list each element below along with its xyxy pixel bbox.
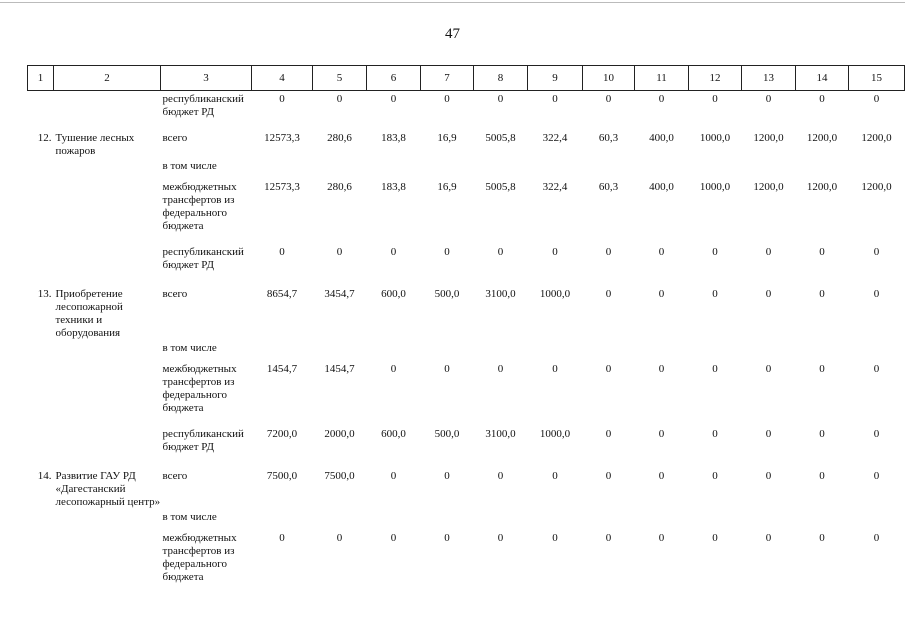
value-cell: 0 [336, 245, 343, 258]
value-cell: 0 [712, 531, 718, 544]
activity-name [54, 91, 161, 130]
header-cell: 6 [367, 66, 421, 91]
value-cell: 0 [658, 245, 665, 258]
value-cell: 0 [390, 245, 397, 258]
value-cell: 0 [605, 287, 612, 300]
value-cell: 0 [819, 469, 825, 482]
row-number [28, 340, 54, 361]
activity-name [54, 158, 161, 179]
value-cell: 0 [873, 245, 880, 258]
value-cell [689, 509, 742, 530]
activity-name [54, 530, 161, 590]
value-cell: 280,6 [327, 180, 352, 193]
value-cell: 7200,0 [266, 427, 298, 440]
value-cell: 0 [819, 362, 825, 375]
value-cell: 3454,7 [324, 287, 355, 300]
table-row [28, 530, 905, 590]
funding-source: всего [162, 287, 188, 300]
value-cell [252, 158, 313, 179]
value-cell: 0 [605, 427, 612, 440]
value-cell [849, 158, 905, 179]
value-cell: 400,0 [649, 180, 674, 193]
value-cell: 0 [765, 531, 772, 544]
header-cell: 3 [161, 66, 252, 91]
value-cell [528, 340, 583, 361]
value-cell: 0 [336, 93, 343, 105]
value-cell [313, 509, 367, 530]
header-cell: 4 [252, 66, 313, 91]
value-cell [313, 158, 367, 179]
value-cell: 1200,0 [753, 131, 784, 144]
row-number: 14. [37, 469, 52, 482]
value-cell [689, 158, 742, 179]
activity-name [54, 244, 161, 286]
value-cell: 0 [658, 469, 665, 482]
value-cell: 0 [873, 93, 880, 105]
value-cell: 2000,0 [324, 427, 355, 440]
table-row [28, 426, 905, 468]
funding-source: межбюджетных трансфертов из федерального бюджета [162, 362, 237, 414]
table-row [28, 91, 905, 130]
header-cell: 15 [849, 66, 905, 91]
value-cell: 0 [552, 93, 558, 105]
funding-source: в том числе [162, 341, 217, 354]
table-row [28, 244, 905, 286]
value-cell: 16,9 [437, 131, 457, 144]
row-number: 12. [37, 131, 52, 144]
activity-name: Тушение лесных пожаров [55, 131, 135, 157]
funding-source: всего [162, 131, 188, 144]
value-cell [583, 158, 635, 179]
table-row [28, 509, 905, 530]
header-cell: 14 [796, 66, 849, 91]
header-cell: 2 [54, 66, 161, 91]
value-cell [796, 340, 849, 361]
funding-source: межбюджетных трансфертов из федерального бюджета [162, 531, 237, 583]
value-cell: 0 [279, 531, 285, 544]
activity-name: Развитие ГАУ РД «Дагестанский лесопожарный центр» [55, 469, 161, 508]
value-cell [313, 340, 367, 361]
value-cell: 0 [658, 93, 665, 105]
value-cell [474, 158, 528, 179]
value-cell: 0 [390, 93, 397, 105]
value-cell: 1000,0 [699, 180, 731, 193]
value-cell: 0 [765, 469, 772, 482]
value-cell: 0 [765, 362, 772, 375]
value-cell: 0 [873, 531, 880, 544]
header-cell: 13 [742, 66, 796, 91]
value-cell: 0 [552, 531, 558, 544]
table-row [28, 340, 905, 361]
table-row [28, 361, 905, 426]
value-cell: 12573,3 [264, 131, 300, 144]
activity-name [54, 509, 161, 530]
value-cell: 1000,0 [699, 131, 731, 144]
value-cell: 0 [605, 469, 612, 482]
value-cell [528, 509, 583, 530]
value-cell [421, 158, 474, 179]
activity-name [54, 179, 161, 244]
value-cell: 0 [497, 469, 504, 482]
funding-source: республиканский бюджет РД [162, 245, 244, 271]
value-cell: 0 [390, 531, 397, 544]
value-cell: 500,0 [434, 427, 460, 440]
value-cell: 0 [279, 245, 285, 258]
value-cell: 1000,0 [539, 427, 571, 440]
value-cell: 5005,8 [485, 180, 516, 193]
value-cell [635, 158, 689, 179]
row-number [28, 426, 54, 468]
value-cell: 0 [765, 93, 772, 105]
header-cell: 12 [689, 66, 742, 91]
value-cell: 0 [605, 531, 612, 544]
value-cell: 500,0 [434, 287, 460, 300]
value-cell: 7500,0 [324, 469, 355, 482]
value-cell: 60,3 [598, 131, 619, 144]
value-cell: 600,0 [381, 427, 406, 440]
value-cell: 0 [658, 531, 665, 544]
header-cell: 8 [474, 66, 528, 91]
value-cell [252, 340, 313, 361]
value-cell: 12573,3 [264, 180, 300, 193]
value-cell [421, 340, 474, 361]
value-cell: 0 [873, 427, 880, 440]
value-cell: 0 [765, 427, 772, 440]
value-cell: 0 [552, 469, 558, 482]
value-cell [421, 509, 474, 530]
value-cell [849, 509, 905, 530]
value-cell: 1200,0 [753, 180, 784, 193]
value-cell: 0 [819, 531, 825, 544]
value-cell: 0 [390, 469, 397, 482]
value-cell [635, 509, 689, 530]
value-cell [796, 509, 849, 530]
table-row [28, 179, 905, 244]
value-cell: 0 [444, 245, 450, 258]
scan-border-line [0, 2, 905, 3]
value-cell: 0 [605, 245, 612, 258]
row-number [28, 509, 54, 530]
value-cell: 280,6 [327, 131, 352, 144]
header-row [28, 66, 905, 91]
value-cell [742, 158, 796, 179]
value-cell: 0 [765, 245, 772, 258]
value-cell: 0 [552, 245, 558, 258]
value-cell: 0 [444, 362, 450, 375]
table-row [28, 468, 905, 509]
value-cell [583, 340, 635, 361]
header-cell: 11 [635, 66, 689, 91]
funding-source: в том числе [162, 159, 217, 172]
value-cell [474, 509, 528, 530]
header-cell: 1 [28, 66, 54, 91]
value-cell: 0 [336, 531, 343, 544]
funding-source: республиканский бюджет РД [162, 93, 244, 118]
value-cell: 0 [497, 531, 504, 544]
activity-name [54, 361, 161, 426]
row-number [28, 158, 54, 179]
value-cell: 183,8 [381, 131, 406, 144]
value-cell [367, 158, 421, 179]
value-cell [474, 340, 528, 361]
funding-source: всего [162, 469, 188, 482]
value-cell: 1200,0 [806, 180, 838, 193]
value-cell: 1454,7 [266, 362, 298, 375]
value-cell: 322,4 [542, 180, 568, 193]
value-cell: 0 [552, 362, 558, 375]
value-cell [796, 158, 849, 179]
value-cell: 0 [712, 469, 718, 482]
value-cell: 0 [712, 427, 718, 440]
value-cell: 1454,7 [324, 362, 355, 375]
header-cell: 10 [583, 66, 635, 91]
value-cell [528, 158, 583, 179]
table-row [28, 130, 905, 158]
value-cell: 3100,0 [485, 287, 516, 300]
row-number [28, 361, 54, 426]
value-cell: 1200,0 [861, 180, 892, 193]
value-cell: 3100,0 [485, 427, 516, 440]
value-cell: 0 [765, 287, 772, 300]
header-cell: 7 [421, 66, 474, 91]
value-cell: 0 [444, 531, 450, 544]
value-cell [849, 340, 905, 361]
value-cell: 0 [873, 362, 880, 375]
page-number: 47 [445, 26, 460, 42]
value-cell: 0 [712, 245, 718, 258]
row-number [28, 179, 54, 244]
row-number [28, 530, 54, 590]
value-cell: 0 [712, 362, 718, 375]
value-cell: 0 [605, 93, 612, 105]
value-cell [583, 509, 635, 530]
table-row [28, 286, 905, 340]
value-cell: 0 [444, 469, 450, 482]
value-cell: 0 [819, 287, 825, 300]
value-cell: 0 [712, 287, 718, 300]
value-cell: 5005,8 [485, 131, 516, 144]
value-cell: 7500,0 [266, 469, 298, 482]
table-body [28, 91, 905, 590]
value-cell: 0 [279, 93, 285, 105]
value-cell: 0 [497, 93, 504, 105]
value-cell: 0 [658, 287, 665, 300]
value-cell [689, 340, 742, 361]
header-cell: 9 [528, 66, 583, 91]
header-cell: 5 [313, 66, 367, 91]
value-cell: 183,8 [381, 180, 406, 193]
funding-source: в том числе [162, 510, 217, 523]
value-cell [742, 340, 796, 361]
value-cell [635, 340, 689, 361]
budget-table [27, 65, 905, 590]
value-cell: 0 [873, 287, 880, 300]
value-cell: 0 [873, 469, 880, 482]
value-cell: 1000,0 [539, 287, 571, 300]
value-cell: 0 [658, 362, 665, 375]
value-cell: 322,4 [542, 131, 568, 144]
value-cell: 600,0 [381, 287, 406, 300]
activity-name [54, 340, 161, 361]
value-cell: 0 [390, 362, 397, 375]
value-cell: 0 [658, 427, 665, 440]
value-cell: 0 [497, 245, 504, 258]
value-cell: 0 [819, 427, 825, 440]
value-cell: 0 [712, 93, 718, 105]
value-cell: 1200,0 [861, 131, 892, 144]
value-cell [367, 340, 421, 361]
value-cell: 0 [497, 362, 504, 375]
value-cell: 0 [605, 362, 612, 375]
row-number [28, 244, 54, 286]
row-number: 13. [37, 287, 52, 300]
row-number [28, 91, 54, 130]
activity-name [54, 426, 161, 468]
value-cell: 1200,0 [806, 131, 838, 144]
value-cell: 16,9 [437, 180, 457, 193]
activity-name: Приобретение лесопожарной техники и оборудования [55, 287, 123, 339]
value-cell: 0 [819, 93, 825, 105]
funding-source: межбюджетных трансфертов из федерального бюджета [162, 180, 237, 232]
value-cell [742, 509, 796, 530]
value-cell [367, 509, 421, 530]
value-cell [252, 509, 313, 530]
value-cell: 0 [444, 93, 450, 105]
value-cell: 400,0 [649, 131, 674, 144]
value-cell: 8654,7 [266, 287, 298, 300]
value-cell: 60,3 [598, 180, 619, 193]
value-cell: 0 [819, 245, 825, 258]
table-row [28, 158, 905, 179]
funding-source: республиканский бюджет РД [162, 427, 244, 453]
